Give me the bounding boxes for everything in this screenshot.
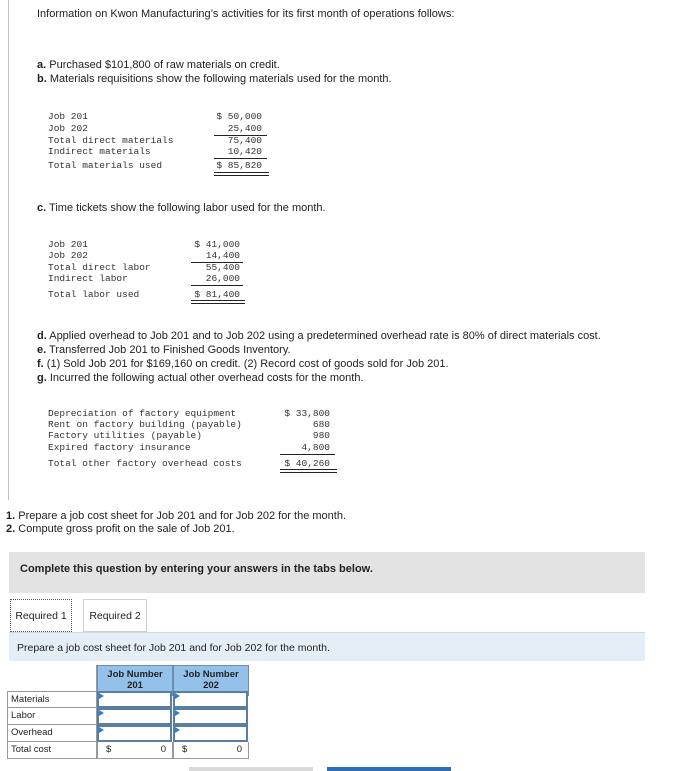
input-materials-201[interactable] [97, 691, 172, 708]
tab-required-1[interactable]: Required 1 [10, 599, 72, 632]
materials-amount: 10,420 [227, 146, 262, 157]
labor-amount: $ 81,400 [194, 289, 240, 300]
row-label-overhead: Overhead [7, 725, 97, 742]
labor-amount: 55,400 [205, 262, 240, 273]
input-materials-202[interactable] [173, 691, 248, 708]
input-arrow-icon [175, 710, 180, 716]
labor-amount: 26,000 [205, 273, 240, 284]
labor-label: Job 201 [48, 239, 88, 250]
labor-amount: $ 41,000 [194, 239, 240, 250]
underline [191, 285, 243, 286]
materials-label: Indirect materials [48, 146, 151, 157]
double-underline [280, 469, 337, 473]
input-arrow-icon [99, 727, 104, 733]
labor-label: Total direct labor [48, 262, 151, 273]
item-a: a. Purchased $101,800 of raw materials on credit. [37, 59, 280, 71]
input-arrow-icon [175, 693, 180, 699]
prev-button[interactable] [189, 767, 313, 771]
intro-text: Information on Kwon Manufacturing’s activities for its first month of operations follows: [37, 8, 455, 20]
double-underline [214, 172, 269, 176]
item-b: b. Materials requisitions show the following materials used for the month. [37, 73, 392, 85]
header-job-202: Job Number 202 [173, 665, 249, 696]
row-label-total-cost: Total cost [7, 742, 97, 759]
materials-amount: 25,400 [227, 123, 262, 134]
item-d: d. Applied overhead to Job 201 and to Job 202 using a predetermined overhead rate is 80% of direct materials cost. [37, 330, 601, 342]
materials-amount: 75,400 [227, 135, 262, 146]
underline [214, 158, 267, 159]
labor-amount: 14,400 [205, 250, 240, 261]
row-label-materials: Materials [7, 691, 97, 708]
input-overhead-201[interactable] [97, 725, 172, 742]
item-c: c. Time tickets show the following labor used for the month. [37, 202, 326, 214]
materials-amount: $ 50,000 [216, 111, 262, 122]
tab-required-2[interactable]: Required 2 [83, 599, 147, 632]
overhead-label: Total other factory overhead costs [48, 458, 242, 469]
left-border [0, 0, 9, 500]
labor-label: Job 202 [48, 250, 88, 261]
row-label-labor: Labor [7, 708, 97, 725]
requirement-2: 2. Compute gross profit on the sale of Job 201. [6, 523, 235, 535]
input-labor-201[interactable] [97, 708, 172, 725]
materials-label: Job 202 [48, 123, 88, 134]
overhead-amount: 680 [312, 419, 330, 430]
double-underline [191, 300, 245, 304]
tab-instruction: Prepare a job cost sheet for Job 201 and for Job 202 for the month. [9, 633, 645, 661]
requirement-1: 1. Prepare a job cost sheet for Job 201 and for Job 202 for the month. [6, 510, 347, 522]
input-arrow-icon [99, 710, 104, 716]
materials-label: Total materials used [48, 160, 163, 171]
total-cost-201: $ 0 [97, 742, 173, 759]
next-button[interactable] [327, 767, 451, 771]
overhead-label: Expired factory insurance [48, 442, 191, 453]
overhead-amount: $ 40,260 [284, 458, 330, 469]
overhead-label: Depreciation of factory equipment [48, 408, 237, 419]
overhead-amount: $ 33,800 [284, 408, 330, 419]
item-g: g. Incurred the following actual other overhead costs for the month. [37, 372, 364, 384]
input-arrow-icon [175, 727, 180, 733]
input-overhead-202[interactable] [173, 725, 248, 742]
total-cost-202: $ 0 [173, 742, 249, 759]
item-e: e. Transferred Job 201 to Finished Goods Inventory. [37, 344, 291, 356]
underline [280, 454, 335, 455]
materials-label: Total direct materials [48, 135, 174, 146]
labor-label: Indirect labor [48, 273, 128, 284]
item-f: f. (1) Sold Job 201 for $169,160 on credit. (2) Record cost of goods sold for Job 201. [37, 358, 449, 370]
input-arrow-icon [99, 693, 104, 699]
overhead-amount: 4,800 [301, 442, 330, 453]
instruction-banner: Complete this question by entering your answers in the tabs below. [9, 552, 645, 593]
overhead-amount: 980 [312, 430, 330, 441]
materials-label: Job 201 [48, 111, 88, 122]
materials-amount: $ 85,820 [216, 160, 262, 171]
labor-label: Total labor used [48, 289, 140, 300]
overhead-label: Factory utilities (payable) [48, 430, 202, 441]
input-labor-202[interactable] [173, 708, 248, 725]
header-job-201: Job Number 201 [97, 665, 173, 696]
overhead-label: Rent on factory building (payable) [48, 419, 242, 430]
